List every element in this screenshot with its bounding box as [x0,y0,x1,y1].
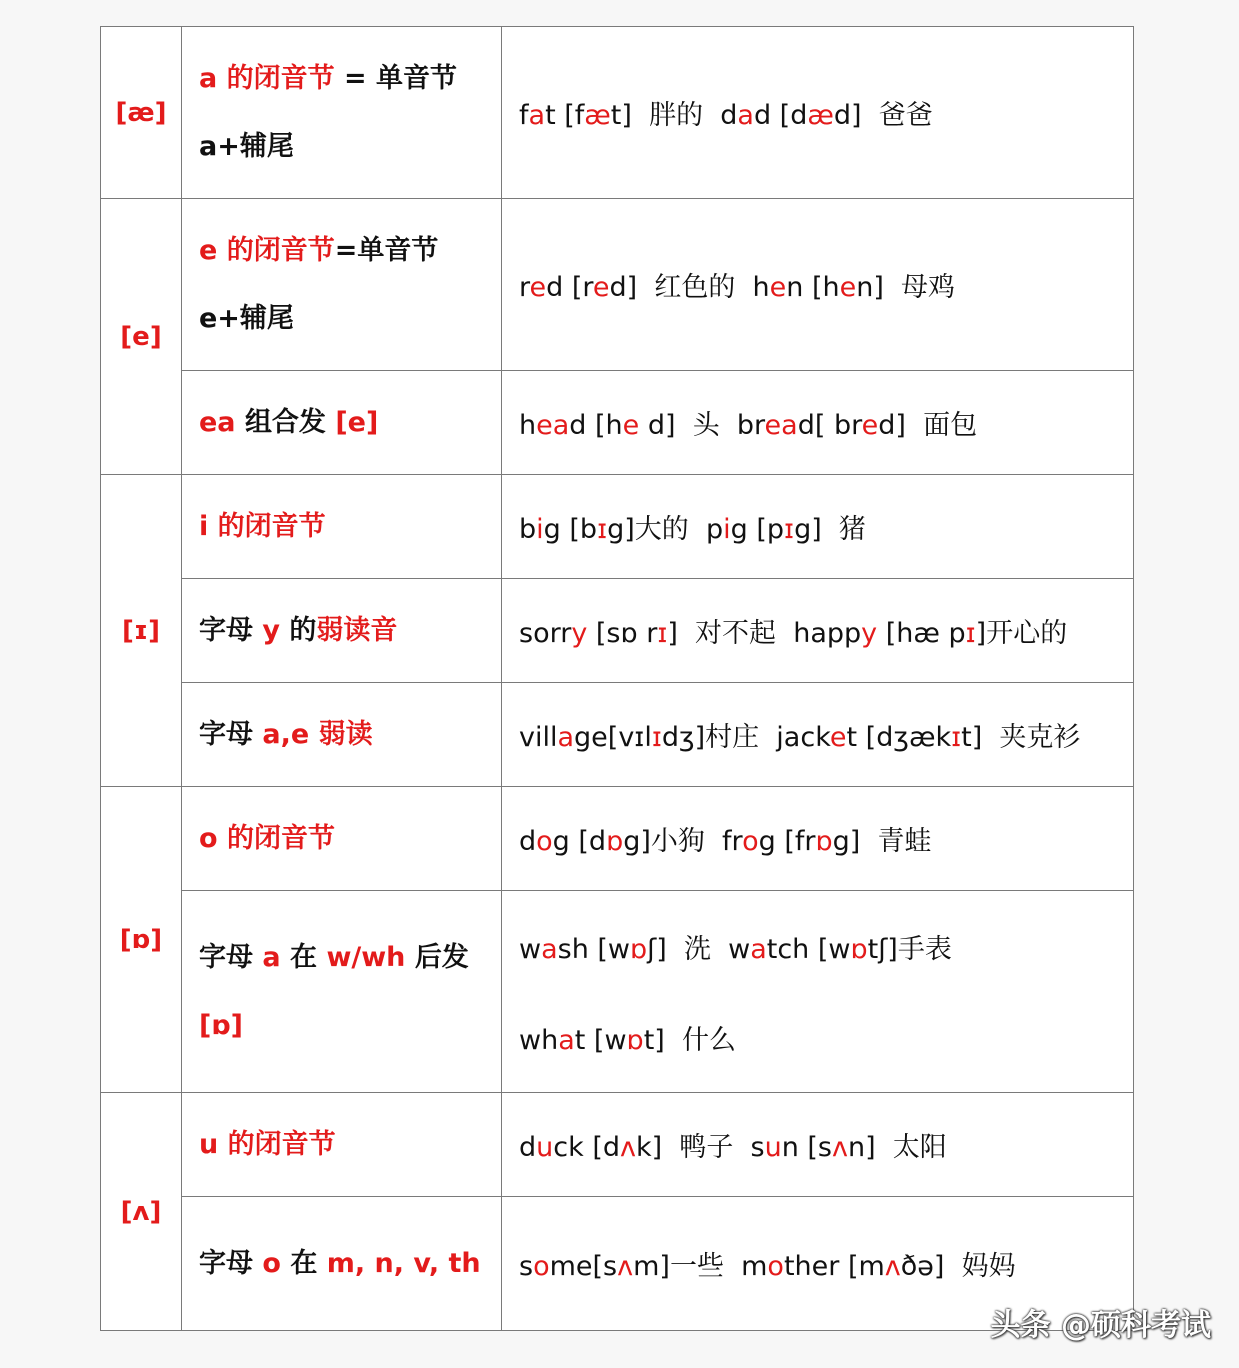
example-text: h [519,410,537,441]
highlight-letter: o [536,826,553,857]
highlight-letter: y [861,618,878,649]
example-text: n [s [781,1132,832,1163]
example-text: t] 夹克衫 [961,722,1081,753]
rule-text: 字母 [199,718,263,750]
example-text: g]小狗 fr [623,826,743,857]
example-text: d[ br [797,410,862,441]
highlight-letter: o [742,826,759,857]
spelling-rule [182,199,502,371]
table-row [101,787,1134,891]
example-text: g]大的 p [607,514,724,545]
example-text: b [519,514,537,545]
phonics-table-body [101,27,1134,1331]
highlight-text: ea [199,406,245,438]
highlight-letter: ʌ [617,1251,634,1282]
example-line [519,819,1133,858]
example-text: t] 什么 [643,1024,736,1056]
highlight-letter: o [767,1251,784,1282]
highlight-letter: ɪ [651,722,662,753]
example-text: m]一些 m [633,1251,768,1282]
highlight-text: a [262,941,291,973]
highlight-letter: ɪ [784,514,795,545]
example-text: ʃ] 洗 w [647,933,751,965]
highlight-text: a,e 弱读 [262,718,373,750]
rule-line [199,285,501,353]
table-row [101,1197,1134,1331]
rule-text: a+辅尾 [199,130,294,162]
example-line [519,1125,1133,1164]
highlight-letter: e [861,410,879,441]
spelling-rule [182,27,502,199]
highlight-letter: u [536,1132,554,1163]
example-text: ] 对不起 happ [667,618,862,649]
table-row [101,579,1134,683]
example-text: g] 青蛙 [832,826,932,857]
highlight-letter: ɪ [965,618,976,649]
highlight-letter: e [622,410,640,441]
phonetic-symbol: [ʌ] [101,1093,182,1331]
example-line [519,265,1133,304]
example-text: tʃ]手表 [867,933,952,965]
highlight-text: m, n, v, th [326,1247,481,1279]
highlight-letter: ɒ [626,1024,644,1056]
highlight-letter: æ [807,100,834,131]
example-text: n [h [786,272,840,303]
example-text: t [f [545,100,585,131]
spelling-rule [182,891,502,1093]
example-text: n] 太阳 [847,1132,947,1163]
example-text: ge[vɪl [574,722,652,753]
highlight-text: i 的闭音节 [199,510,326,542]
example-text: [sɒ r [587,618,658,649]
example-text: d] 面包 [878,410,978,441]
example-words [502,475,1134,579]
highlight-letter: i [723,514,731,545]
highlight-text: 弱读音 [316,614,398,646]
example-words [502,579,1134,683]
highlight-letter: ea [536,410,570,441]
highlight-letter: a [737,100,754,131]
highlight-letter: y [571,618,588,649]
spelling-rule [182,787,502,891]
example-text: d] 头 br [639,410,765,441]
example-line [519,611,1133,650]
example-text: n] 母鸡 [856,272,956,303]
example-text: t [w [574,1024,627,1056]
rule-line [199,805,501,873]
example-text: f [519,100,529,131]
example-text: r [519,272,530,303]
highlight-text: o [262,1247,291,1279]
example-text: wh [519,1024,559,1056]
highlight-letter: a [557,722,575,753]
example-text: d] 红色的 h [609,272,770,303]
spelling-rule [182,475,502,579]
table-row [101,891,1134,1093]
highlight-letter: o [533,1251,550,1282]
example-words [502,371,1134,475]
rule-line [199,924,501,992]
highlight-text: o 的闭音节 [199,822,335,854]
rule-line [199,992,501,1060]
highlight-text: y [262,614,290,646]
highlight-letter: ɒ [606,826,624,857]
example-line [519,1018,1133,1057]
example-text: k] 鸭子 s [636,1132,765,1163]
highlight-letter: e [769,272,787,303]
highlight-letter: ea [764,410,798,441]
example-text: g] 猪 [794,514,866,545]
watermark: 头条 @硕科考试 [990,1308,1211,1343]
highlight-letter: ɪ [657,618,668,649]
spelling-rule [182,579,502,683]
example-text: w [519,933,542,965]
rule-text: 组合发 [244,406,336,438]
highlight-letter: u [764,1132,782,1163]
highlight-letter: ɒ [815,826,833,857]
highlight-text: a 的闭音节 [199,62,335,94]
example-text: t] 胖的 d [610,100,738,131]
rule-text: 字母 [199,614,263,646]
example-text: g [fr [758,826,816,857]
highlight-letter: ɒ [850,933,868,965]
example-words [502,891,1134,1093]
table-row [101,1093,1134,1197]
spelling-rule [182,1197,502,1331]
example-line [519,927,1133,966]
highlight-letter: e [839,272,857,303]
phonics-table [100,26,1134,1331]
phonetic-symbol: [æ] [101,27,182,199]
example-text: d [519,826,537,857]
highlight-letter: ʌ [884,1251,901,1282]
example-text: vill [519,722,558,753]
example-words [502,199,1134,371]
example-words [502,683,1134,787]
highlight-letter: ʌ [832,1132,848,1163]
example-text: ck [d [553,1132,621,1163]
highlight-letter: e [529,272,547,303]
rule-line [199,45,501,113]
example-text: ðə] 妈妈 [900,1251,1016,1282]
highlight-text: u 的闭音节 [199,1128,336,1160]
example-text: g [b [543,514,598,545]
example-text: g [p [730,514,785,545]
rule-text: 的 [289,614,317,646]
spelling-rule [182,683,502,787]
rule-line [199,389,501,457]
highlight-letter: ɪ [597,514,608,545]
example-text: d [519,1132,537,1163]
phonetic-symbol: [ɪ] [101,475,182,787]
example-text: me[s [549,1251,618,1282]
rule-text: =单音节 [334,234,439,266]
spelling-rule [182,1093,502,1197]
example-text: s [519,1251,534,1282]
example-text: dʒ]村庄 jack [661,722,830,753]
rule-text: e+辅尾 [199,302,294,334]
highlight-text: e 的闭音节 [199,234,335,266]
rule-text: 字母 [199,941,263,973]
highlight-letter: a [558,1024,575,1056]
rule-line [199,113,501,181]
table-row [101,199,1134,371]
highlight-letter: ʌ [620,1132,636,1163]
table-row [101,683,1134,787]
table-row [101,27,1134,199]
example-text: t [dʒæk [846,722,952,753]
example-text: ]开心的 [975,618,1068,649]
rule-line [199,1230,501,1298]
example-line [519,507,1133,546]
highlight-letter: e [829,722,847,753]
rule-text: 后发 [414,941,469,973]
rule-text: 在 [290,941,327,973]
example-text: g [d [552,826,607,857]
highlight-letter: a [528,100,546,131]
rule-line [199,701,501,769]
table-row [101,475,1134,579]
rule-line [199,597,501,665]
rule-line [199,1111,501,1179]
rule-text: 在 [290,1247,327,1279]
example-text: tch [w [766,933,851,965]
example-text: sorr [519,618,572,649]
highlight-text: [ɒ] [199,1009,244,1041]
example-line [519,715,1133,754]
example-text: d] 爸爸 [833,100,933,131]
example-text: d [d [753,100,808,131]
example-words [502,1093,1134,1197]
example-line [519,93,1133,132]
highlight-text: [e] [335,406,379,438]
phonetic-symbol: [ɒ] [101,787,182,1093]
highlight-letter: e [592,272,610,303]
example-text: sh [w [557,933,631,965]
example-text: d [h [569,410,623,441]
phonetic-symbol: [e] [101,199,182,475]
example-text: [hæ p [877,618,966,649]
highlight-letter: æ [584,100,611,131]
highlight-text: w/wh [326,941,415,973]
rule-text: = 单音节 [334,62,458,94]
example-text: d [r [546,272,593,303]
highlight-letter: ɪ [951,722,962,753]
highlight-letter: a [541,933,558,965]
highlight-letter: ɒ [630,933,648,965]
highlight-letter: i [536,514,544,545]
example-line [519,1244,1133,1283]
example-words [502,787,1134,891]
rule-text: 字母 [199,1247,263,1279]
example-line [519,403,1133,442]
table-row [101,371,1134,475]
rule-line [199,493,501,561]
example-words [502,27,1134,199]
rule-line [199,217,501,285]
highlight-letter: a [750,933,767,965]
example-text: ther [m [783,1251,885,1282]
spelling-rule [182,371,502,475]
